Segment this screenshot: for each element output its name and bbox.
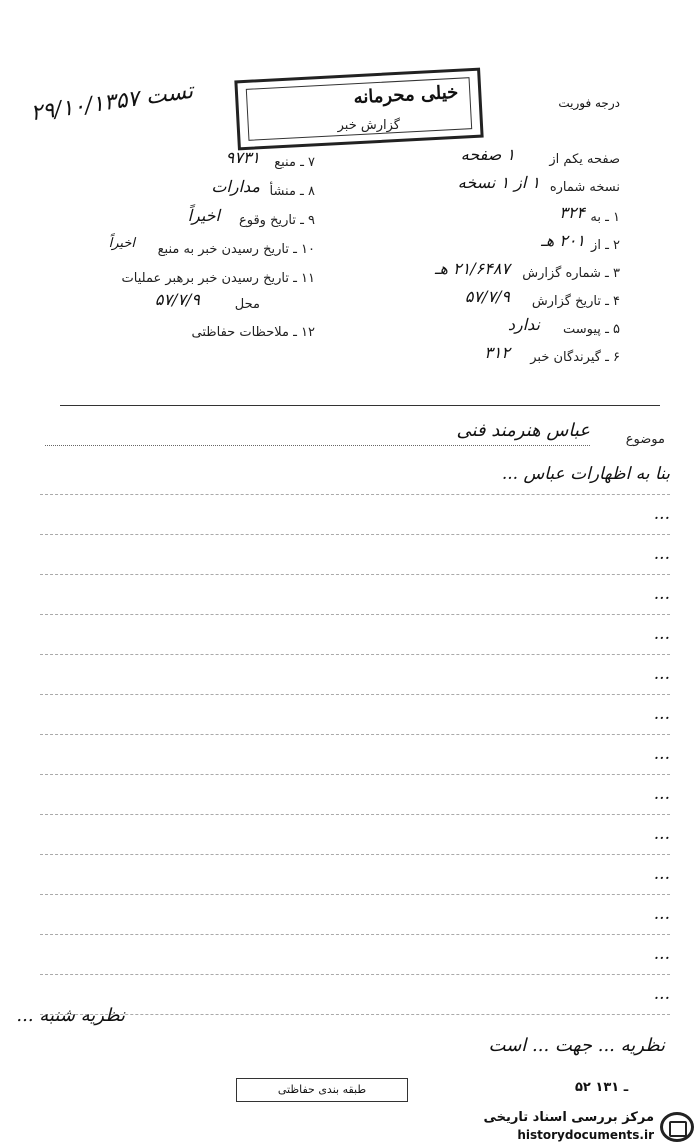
subject-label: موضوع	[625, 432, 665, 447]
top-handwritten-note: ۲۹/۱۰/۱۳۵۷ تست	[29, 78, 195, 127]
left-field-value: اخیراً	[108, 236, 135, 251]
left-field-value: ۵۷/۷/۹	[154, 290, 200, 309]
body-line: ...	[40, 815, 670, 855]
right-field-label: ۴ ـ تاریخ گزارش	[531, 294, 620, 309]
body-line: ...	[40, 975, 670, 1015]
archive-logo-icon	[660, 1112, 694, 1142]
right-field-label: ۵ ـ پیوست	[563, 322, 620, 337]
right-field-label: نسخه شماره	[549, 180, 620, 195]
left-field-label: ۱۲ ـ ملاحظات حفاظتی	[191, 325, 315, 340]
report-body	[40, 455, 670, 1015]
body-line: ...	[40, 615, 670, 655]
subject-value: عباس هنرمند فنی	[456, 420, 590, 441]
right-field-value: ۱ صفحه	[460, 145, 515, 164]
body-line: بنا به اظهارات عباس ...	[40, 455, 670, 495]
closing-line-1: نظریه شنبه ...	[16, 1005, 125, 1026]
watermark-fa: مرکز بررسی اسناد تاریخی	[483, 1110, 654, 1125]
right-field-value: ۳۲۴	[559, 203, 585, 222]
classification-footer-box: طبقه بندی حفاظتی	[236, 1078, 408, 1102]
right-field-value: ندارد	[507, 315, 540, 334]
body-line: ...	[40, 895, 670, 935]
form-number: ۵۲ ـ ۱۳۱	[575, 1080, 629, 1095]
classification-stamp	[234, 68, 483, 151]
priority-label: درجه فوریت	[558, 96, 620, 110]
left-field-value: اخیراً	[187, 206, 220, 225]
watermark-en: historydocuments.ir	[517, 1128, 654, 1142]
body-line: ...	[40, 935, 670, 975]
right-field-value: ۲۱/۶۴۸۷ هـ	[434, 259, 510, 278]
body-line: ...	[40, 695, 670, 735]
subject-underline	[45, 445, 590, 446]
left-field-label: ۷ ـ منبع	[274, 155, 315, 170]
body-line: ...	[40, 855, 670, 895]
body-line: ...	[40, 495, 670, 535]
body-line: ...	[40, 775, 670, 815]
body-line: ...	[40, 535, 670, 575]
right-field-value: ۲۰۱ هـ	[541, 231, 585, 250]
left-field-value: مدارات	[211, 177, 260, 196]
right-field-label: ۶ ـ گیرندگان خبر	[530, 350, 620, 365]
left-field-label: ۸ ـ منشأ	[269, 184, 315, 199]
closing-line-2: نظریه ... جهت ... است	[488, 1035, 665, 1056]
watermark-logo	[412, 1108, 700, 1147]
body-line: ...	[40, 655, 670, 695]
right-field-label: صفحه یکم از	[549, 152, 620, 167]
right-field-value: ۳۱۲	[484, 343, 510, 362]
left-field-label: ۱۱ ـ تاریخ رسیدن خبر برهبر عملیات	[121, 271, 315, 286]
right-field-value: ۵۷/۷/۹	[464, 287, 510, 306]
left-field-value: ۹۷۳۱	[225, 148, 260, 167]
right-field-label: ۳ ـ شماره گزارش	[522, 266, 620, 281]
right-field-value: ۱ از ۱ نسخه	[457, 173, 540, 192]
header-divider	[60, 405, 660, 406]
body-line: ...	[40, 575, 670, 615]
left-field-label: محل	[234, 297, 260, 312]
body-line: ...	[40, 735, 670, 775]
left-field-label: ۱۰ ـ تاریخ رسیدن خبر به منبع	[157, 242, 315, 257]
stamp-subtitle: گزارش خبر	[337, 118, 400, 133]
right-field-label: ۱ ـ به	[590, 210, 620, 225]
right-field-label: ۲ ـ از	[591, 238, 620, 253]
left-field-label: ۹ ـ تاریخ وقوع	[238, 213, 315, 228]
stamp-title: خیلی محرمانه	[353, 81, 459, 109]
